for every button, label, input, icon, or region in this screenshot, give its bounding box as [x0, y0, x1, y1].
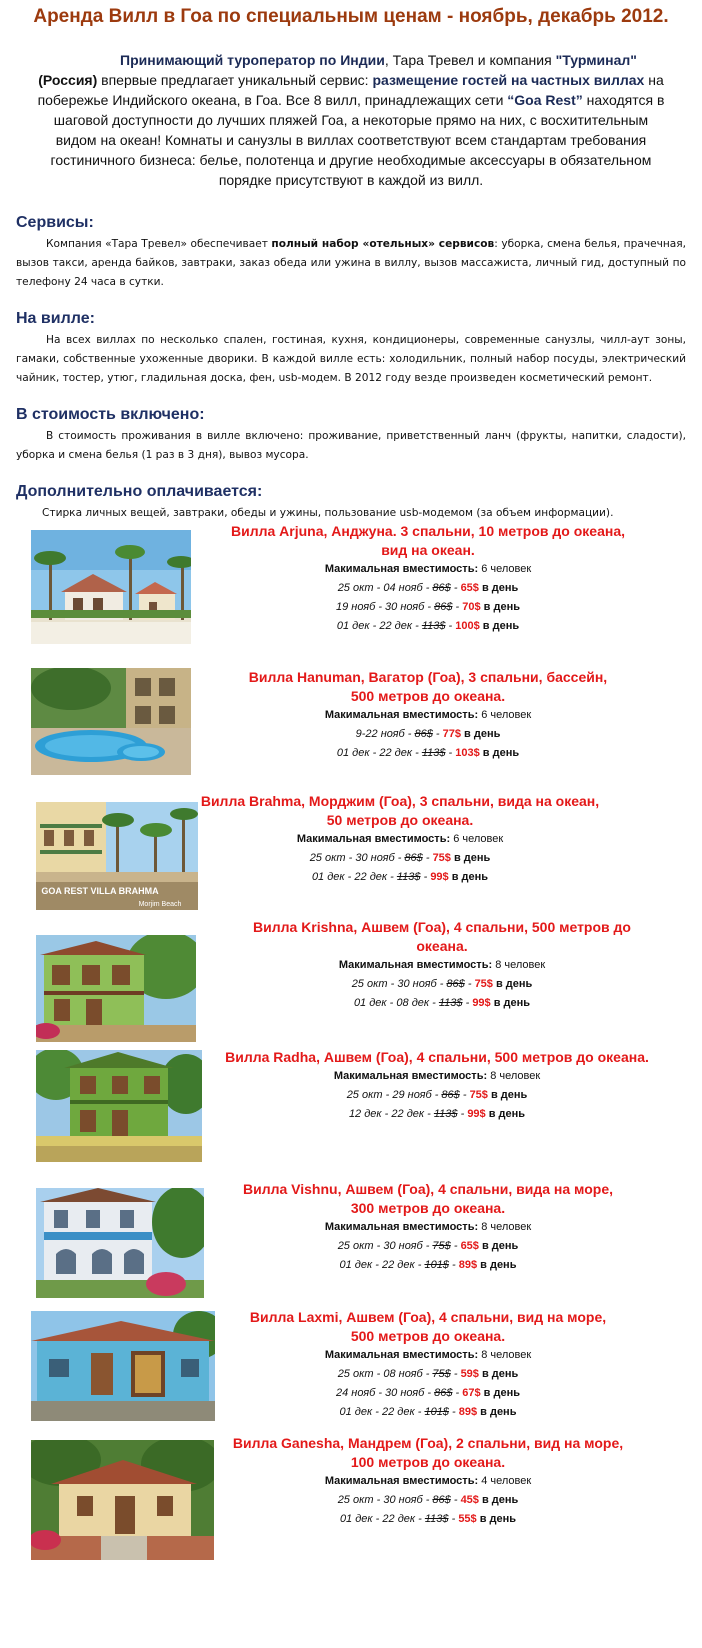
villa-card-vishnu	[0, 1180, 702, 1298]
price-row: 01 дек - 22 дек - 113$ - 99$ в день	[311, 871, 489, 883]
villa-name: Вилла Brahma, Морджим (Гоа), 3 спальни, вида на океан,	[200, 793, 600, 809]
villa-info	[214, 522, 642, 636]
villa-info	[214, 1180, 642, 1275]
intro-paragraph: Принимающий туроператор по Индии, Тара Тревел и компания "Турминал" (Россия) впервые предлагает уникальный сервис: размещение гостей на частных виллах на побережье Индийского океана, в Гоа. Все 8 вилл, принадлежащих сети “Goa Rest” находятся в шаговой доступности до лучших пляжей Гоа, а некоторые прямо на них, с восхитительным видом на океан! Комнаты и санузлы в виллах соответствуют всем стандартам требования гостиничного бизнеса: белье, полотенца и другие необходимые аксессуары в обязательном порядке присутствуют в каждой из вилл.	[37, 52, 665, 188]
price-row: 24 нояб - 30 нояб - 86$ - 67$ в день	[335, 1387, 520, 1399]
section-villa	[16, 309, 686, 388]
villa-card-ganesha	[0, 1434, 702, 1564]
villa-name: Вилла Vishnu, Ашвем (Гоа), 4 спальни, вида на море,	[242, 1181, 613, 1197]
villa-info	[186, 792, 614, 887]
price-row: 9-22 нояб - 86$ - 77$ в день	[355, 728, 501, 740]
villa-info	[228, 918, 656, 1013]
section-title: Дополнительно оплачивается:	[16, 483, 263, 500]
villa-capacity: Макимальная вместимость: 6 человек	[324, 563, 532, 575]
villa-name-line2: 300 метров до океана.	[350, 1200, 506, 1216]
section-extra	[16, 482, 686, 523]
section-title: В стоимость включено:	[16, 406, 205, 423]
intro-brand: “Goa Rest”	[507, 92, 583, 108]
section-title: Сервисы:	[16, 214, 94, 231]
villa-photo	[36, 1050, 202, 1162]
villa-photo	[36, 1188, 204, 1298]
villa-card-laxmi	[0, 1308, 702, 1424]
price-row: 25 окт - 30 нояб - 75$ - 65$ в день	[337, 1240, 519, 1252]
page-title: Аренда Вилл в Гоа по специальным ценам - ноябрь, декабрь 2012.	[33, 6, 669, 27]
price-row: 25 окт - 04 нояб - 86$ - 65$ в день	[337, 582, 519, 594]
price-row: 01 дек - 22 дек - 101$ - 89$ в день	[339, 1259, 517, 1271]
villa-photo	[36, 935, 196, 1042]
photo-subcaption: Morjim Beach	[138, 901, 182, 908]
price-row: 25 окт - 30 нояб - 86$ - 45$ в день	[337, 1494, 519, 1506]
photo-caption: GOA REST VILLA BRAHMA	[41, 886, 159, 896]
intro-highlight: размещение гостей на частных виллах	[372, 72, 645, 88]
price-row: 01 дек - 22 дек - 113$ - 100$ в день	[336, 620, 520, 632]
villa-capacity: Макимальная вместимость: 8 человек	[338, 959, 546, 971]
villa-photo	[31, 1440, 214, 1560]
villa-name: Вилла Ganesha, Мандрем (Гоа), 2 спальни, вид на море,	[232, 1435, 624, 1451]
villa-photo	[31, 668, 191, 775]
villa-photo	[31, 530, 191, 644]
section-services	[16, 213, 686, 292]
section-title: На вилле:	[16, 310, 95, 327]
villa-card-radha	[0, 1048, 702, 1168]
section-included	[16, 405, 686, 465]
villa-name: Вилла Radha, Ашвем (Гоа), 4 спальни, 500 метров до океана.	[225, 1049, 649, 1065]
villa-capacity: Макимальная вместимость: 6 человек	[296, 833, 504, 845]
price-row: 25 окт - 30 нояб - 86$ - 75$ в день	[309, 852, 491, 864]
villa-capacity: Макимальная вместимость: 8 человек	[333, 1070, 541, 1082]
villa-name-line2: 500 метров до океана.	[350, 688, 506, 704]
villa-photo	[31, 1311, 215, 1421]
villa-card-arjuna	[0, 522, 702, 652]
villa-name-line2: океана.	[416, 938, 468, 954]
villa-capacity: Макимальная вместимость: 6 человек	[324, 709, 532, 721]
price-row: 01 дек - 22 дек - 113$ - 55$ в день	[339, 1513, 517, 1525]
price-row: 25 окт - 29 нояб - 86$ - 75$ в день	[346, 1089, 528, 1101]
intro-company: "Турминал"	[555, 52, 637, 68]
price-row: 19 нояб - 30 нояб - 86$ - 70$ в день	[335, 601, 520, 613]
section-text: Стирка личных вещей, завтраки, обеды и ужины, пользование usb-модемом (за объем информации).	[42, 507, 614, 519]
villa-card-brahma	[0, 792, 702, 912]
villa-capacity: Макимальная вместимость: 8 человек	[324, 1221, 532, 1233]
villa-name-line2: вид на океан.	[381, 542, 475, 558]
intro-operator: Принимающий туроператор по Индии	[120, 52, 385, 68]
price-row: 01 дек - 22 дек - 113$ - 103$ в день	[336, 747, 520, 759]
villa-capacity: Макимальная вместимость: 4 человек	[324, 1475, 532, 1487]
villa-info	[214, 1434, 642, 1529]
villa-info	[214, 1048, 660, 1124]
price-row: 25 окт - 08 нояб - 75$ - 59$ в день	[337, 1368, 519, 1380]
section-text: В стоимость проживания в вилле включено: проживание, приветственный ланч (фрукты, напитки, сладости), уборка и смена белья (1 раз в 3 дня), вывоз мусора.	[16, 430, 686, 461]
villa-name: Вилла Krishna, Ашвем (Гоа), 4 спальни, 500 метров до	[253, 919, 631, 935]
villa-name-line2: 100 метров до океана.	[350, 1454, 506, 1470]
price-row: 01 дек - 22 дек - 101$ - 89$ в день	[339, 1406, 517, 1418]
section-text: Компания «Тара Тревел» обеспечивает полный набор «отельных» сервисов: уборка, смена белья, прачечная, вызов такси, аренда байков, завтраки, заказ обеда или ужина в виллу, вызов массажиста, личный гид, доступный по телефону 24 часа в сутки.	[16, 238, 687, 288]
price-row: 25 окт - 30 нояб - 86$ - 75$ в день	[351, 978, 533, 990]
villa-photo	[36, 802, 198, 910]
villa-info	[214, 668, 642, 763]
villa-name: Вилла Hanuman, Вагатор (Гоа), 3 спальни, бассейн,	[248, 669, 608, 685]
villa-info	[214, 1308, 642, 1422]
villa-name: Вилла Laxmi, Ашвем (Гоа), 4 спальни, вид на море,	[249, 1309, 607, 1325]
section-text: На всех виллах по несколько спален, гостиная, кухня, кондиционеры, современные санузлы, чилл-аут зоны, гамаки, собственные ухоженные дворики. В каждой вилле есть: холодильник, полный набор посуды, электрический чайник, тостер, утюг, гладильная доска, фен, usb-модем. В 2012 году везде произведен косметический ремонт.	[16, 334, 686, 384]
villa-card-hanuman	[0, 668, 702, 783]
price-row: 12 дек - 22 дек - 113$ - 99$ в день	[348, 1108, 526, 1120]
price-row: 01 дек - 08 дек - 113$ - 99$ в день	[353, 997, 531, 1009]
villa-capacity: Макимальная вместимость: 8 человек	[324, 1349, 532, 1361]
villa-name-line2: 50 метров до океана.	[326, 812, 474, 828]
villa-name-line2: 500 метров до океана.	[350, 1328, 506, 1344]
villa-name: Вилла Arjuna, Анджуна. 3 спальни, 10 метров до океана,	[231, 523, 625, 539]
villa-card-krishna	[0, 918, 702, 1042]
